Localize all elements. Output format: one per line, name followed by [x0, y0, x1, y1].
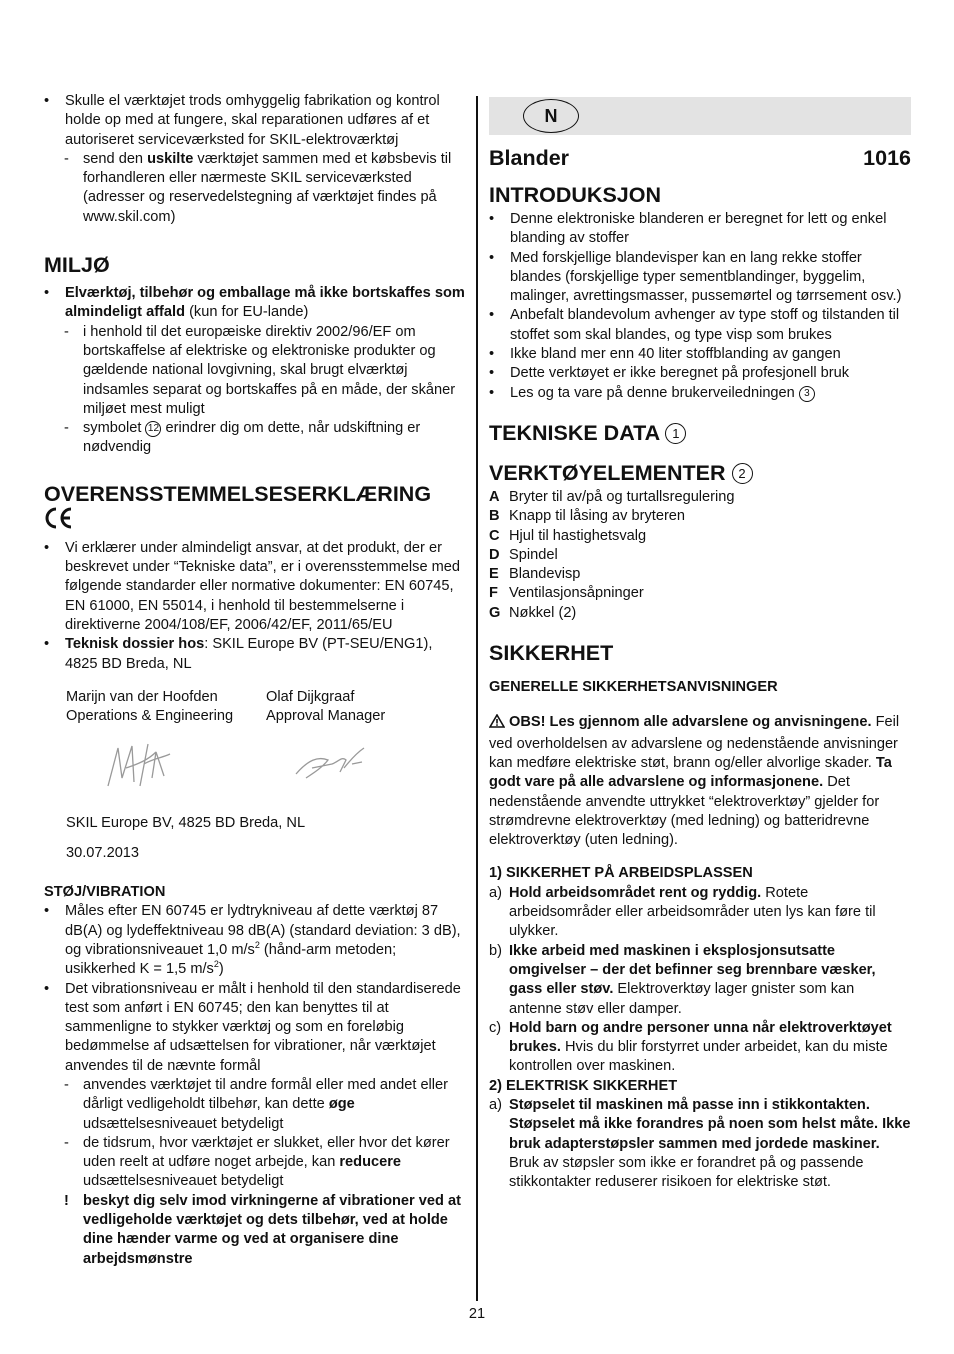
signatory-role: Approval Manager [266, 708, 386, 725]
warning-triangle-icon [489, 714, 505, 734]
signatures [44, 738, 466, 802]
list-item: - anvendes værktøjet til andre formål eller med andet eller dårligt vedligeholdt tilbehør, kan dette øge udsættelsesniveauet betydeligt [44, 1076, 466, 1134]
product-name: Blander [489, 146, 570, 170]
list-item: • Vi erklærer under almindeligt ansvar, at det produkt, der er beskrevet under “Tekniske data”, er i overensstemmelse med følgende standarder eller normative dokumenter: EN 60745, EN 61000, EN 55014, i henhold til bestemmelserne i direktiverne 2004/108/EF, 2006/42/EF, 2011/65/EU [44, 539, 466, 635]
signature-image [278, 738, 466, 802]
declaration-date: 30.07.2013 [66, 844, 140, 861]
list-item: - i henhold til det europæiske direktiv 2002/96/EF om bortskaffelse af elektriske og elektroniske produkter og gældende national lovgivning, skal brugt elværktøj indsamles separat og bortskaffes på en måde, der skåner miljøet mest muligt [44, 323, 466, 419]
section-title-noise: STØJ/VIBRATION [44, 884, 166, 901]
ce-mark-icon [44, 507, 466, 533]
signatory-name: Olaf Dijkgraaf [266, 688, 355, 705]
list-item: • Måles efter EN 60745 er lydtrykniveau af dette værktøj 87 dB(A) og lydeffektniveau 98 dB(A) (standard deviation: 3 dB), og vibrationsniveauet 1,0 $m/s^2$ (hånd-arm metoden; usikkerhed K = 1,5 $m/s^2$) [44, 902, 466, 979]
product-title-row [489, 146, 911, 171]
product-number: 1016 [863, 146, 911, 170]
figure-ref-icon: 3 [799, 386, 815, 402]
left-column [44, 92, 466, 1269]
list-item: a) Hold arbeidsområdet rent og ryddig. Rotete arbeidsområder eller arbeidsområder uten lys kan føre til ulykker. [489, 884, 876, 940]
warning-item: ! beskyt dig selv imod virkningerne af vibrationer ved at vedligeholde værktøjet og dets tilbehør, ved at holde dine hænder varme og ved at organisere dine arbejdsmønstre [44, 1192, 466, 1269]
list-item: • Skulle el værktøjet trods omhyggelig fabrikation og kontrol holde op med at fungere, skal reparationen udføres af et autoriseret serviceværksted for SKIL-elektroværktøj [44, 92, 466, 150]
element-item: B Knapp til låsing av bryteren [489, 508, 686, 525]
list-item: - send den uskilte værktøjet sammen med et købsbevis til forhandleren eller nærmeste SKIL serviceværksted (adresser og reservedelstegning af værktøjet findes på www.skil.com) [44, 150, 466, 227]
signatories [44, 688, 466, 727]
section-title-declaration: OVERENSSTEMMELSESERKLÆRING [44, 481, 432, 506]
symbol-ref-icon: 12 [145, 421, 161, 437]
figure-ref-icon: 1 [665, 423, 686, 444]
section-title-tech-data: TEKNISKE DATA 1 [489, 421, 911, 446]
subsection-title: GENERELLE SIKKERHETSANVISNINGER [489, 679, 778, 696]
list-item: • Les og ta vare på denne brukerveiledningen 3 [489, 384, 911, 403]
figure-ref-icon: 2 [732, 463, 753, 484]
list-item: - symbolet 12 erindrer dig om dette, når udskiftning er nødvendig [44, 419, 466, 458]
company-address: SKIL Europe BV, 4825 BD Breda, NL [66, 815, 306, 832]
list-item: a) Støpselet til maskinen må passe inn i stikkontakten. Støpselet må ikke forandres på noen som helst måte. Ikke bruk adapterstøpsler sammen med jordede maskiner. Bruk av støpsler som ikke er forandret på og passende stikkontakter reduserer risikoen for elektriske støt. [489, 1096, 911, 1191]
section-title-miljo: MILJØ [44, 253, 110, 278]
subsection-title: 2) ELEKTRISK SIKKERHET [489, 1077, 678, 1094]
list-item: • Det vibrationsniveau er målt i henhold til den standardiserede test som anført i EN 60745; den kan benyttes til at sammenligne to stykker værktøj og som en foreløbig bedømmelse af udsættelsen for vibrationer, når værktøjet anvendes til de nævnte formål [44, 980, 466, 1076]
language-bar [489, 97, 911, 135]
list-item: • Med forskjellige blandevisper kan en lang rekke stoffer blandes (forskjellige typer sementblandinger, byggelim, malinger, avrettingsmasser, pussemørtel og tørrsement osv.) [489, 249, 911, 307]
element-item: A Bryter til av/på og turtallsregulering [489, 488, 735, 505]
list-item: • Denne elektroniske blanderen er beregnet for lett og enkel blanding av stoffer [489, 210, 911, 249]
language-badge: N [523, 99, 579, 133]
list-item: - de tidsrum, hvor værktøjet er slukket, eller hvor det kører uden reelt at udføre noget arbejde, kan reducere udsættelsesniveauet betydeligt [44, 1134, 466, 1192]
element-item: G Nøkkel (2) [489, 604, 577, 621]
element-item: D Spindel [489, 546, 558, 563]
list-item: • Dette verktøyet er ikke beregnet på profesjonell bruk [489, 364, 911, 383]
element-item: F Ventilasjonsåpninger [489, 585, 644, 602]
section-title-intro: INTRODUKSJON [489, 183, 662, 207]
signatory-role: Operations & Engineering [66, 708, 234, 725]
list-item: c) Hold barn og andre personer unna når elektroverktøyet brukes. Hvis du blir forstyrret under arbeidet, kan du miste kontrollen over maskinen. [489, 1019, 892, 1075]
column-divider [476, 96, 478, 1301]
list-item: • Elværktøj, tilbehør og emballage må ikke bortskaffes som almindeligt affald (kun for EU-lande) [44, 284, 466, 323]
section-title-safety: SIKKERHET [489, 641, 614, 666]
right-column [489, 97, 911, 1192]
list-item: • Ikke bland mer enn 40 liter stoffblanding av gangen [489, 345, 911, 364]
list-item: • Teknisk dossier hos: SKIL Europe BV (PT-SEU/ENG1), 4825 BD Breda, NL [44, 635, 466, 674]
signature-image [66, 738, 278, 802]
section-title-elements: VERKTØYELEMENTER 2 [489, 461, 911, 486]
subsection-title: 1) SIKKERHET PÅ ARBEIDSPLASSEN [489, 865, 753, 882]
signatory-name: Marijn van der Hoofden [66, 688, 218, 705]
element-item: C Hjul til hastighetsvalg [489, 527, 647, 544]
list-item: b) Ikke arbeid med maskinen i eksplosjonsutsatte omgivelser – der det befinner seg brennbare væsker, gass eller støv. Elektroverktøy lager gnister som kan antenne støv eller damper. [489, 942, 876, 1017]
warning-paragraph: OBS! Les gjennom alle advarslene og anvisningene. Feil ved overholdelsen av advarslene og nedenstående anvisninger kan medføre elektriske støt, brann og/eller alvorlige skader. Ta godt vare på alle advarslene og informasjonene. Det nedenstående anvendte uttrykket “elektroverktøy” gjelder for strømdrevne elektroverktøy (med ledning) og batteridrevne elektroverktøy (uten ledning). [489, 714, 900, 849]
element-item: E Blandevisp [489, 566, 581, 583]
page-number: 21 [468, 1306, 486, 1322]
list-item: • Anbefalt blandevolum avhenger av type stoff og tilstanden til stoffet som skal blandes, og type visp som brukes [489, 306, 911, 345]
